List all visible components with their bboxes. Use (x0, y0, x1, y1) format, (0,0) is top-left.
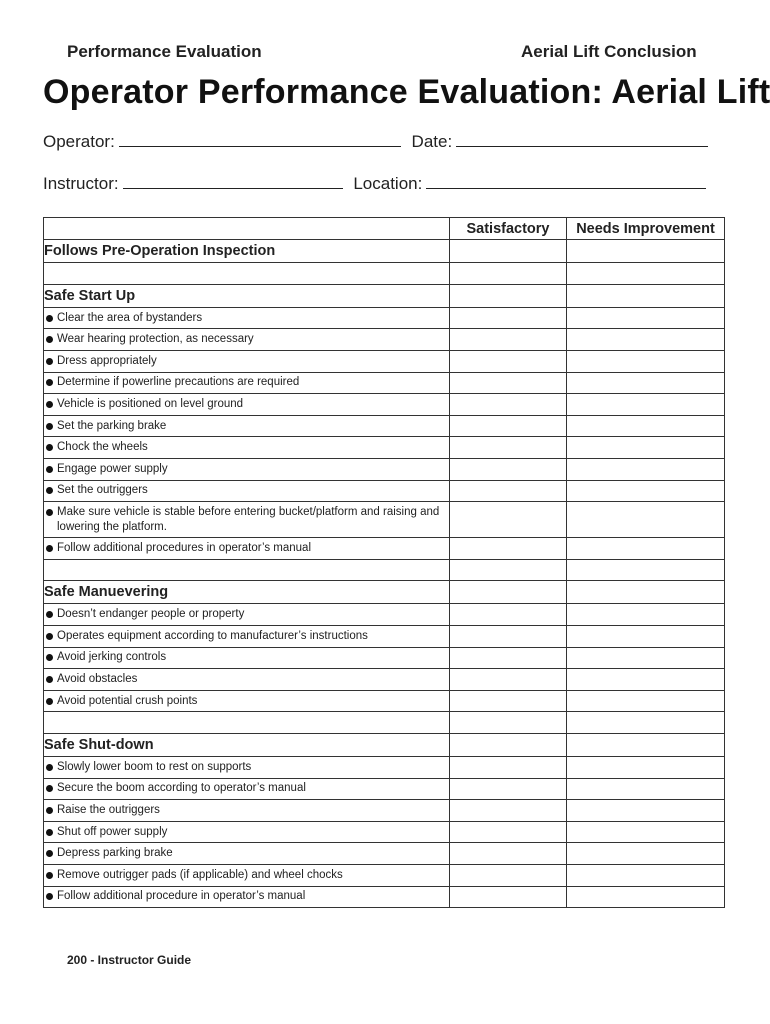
item-cell (44, 756, 450, 778)
table-row (44, 864, 725, 886)
table-row (44, 886, 725, 908)
location-field[interactable] (426, 174, 706, 189)
satisfactory-check-cell[interactable] (450, 372, 567, 394)
item-text: Clear the area of bystanders (57, 311, 203, 324)
operator-field[interactable] (119, 132, 401, 147)
bullet-icon (46, 444, 53, 451)
item-text: Doesn’t endanger people or property (57, 608, 245, 621)
bullet-icon (46, 698, 53, 705)
satisfactory-check-cell[interactable] (450, 778, 567, 800)
item-cell (44, 502, 450, 538)
needs-improvement-check-cell[interactable] (567, 821, 725, 843)
col-needs-improvement: Needs Improvement (567, 218, 725, 240)
satisfactory-check-cell[interactable] (450, 307, 567, 329)
needs-improvement-check-cell[interactable] (567, 604, 725, 626)
instructor-location-line (43, 174, 712, 194)
table-row (44, 459, 725, 481)
item-text: Chock the wheels (57, 441, 148, 454)
item-text: Raise the outriggers (57, 803, 160, 816)
needs-improvement-check-cell[interactable] (567, 886, 725, 908)
needs-improvement-check-cell[interactable] (567, 394, 725, 416)
item-text: Wear hearing protection, as necessary (57, 333, 254, 346)
bullet-icon (46, 358, 53, 365)
bullet-icon (46, 487, 53, 494)
instructor-field[interactable] (123, 174, 343, 189)
needs-improvement-check-cell[interactable] (567, 329, 725, 351)
item-text: Make sure vehicle is stable before entering bucket/platform and raising and lowering the platform. (57, 505, 440, 533)
item-cell (44, 886, 450, 908)
item-text: Follow additional procedures in operator’s manual (57, 542, 311, 555)
table-row (44, 538, 725, 560)
satisfactory-check-cell[interactable] (450, 284, 567, 307)
needs-improvement-check-cell[interactable] (567, 307, 725, 329)
satisfactory-check-cell[interactable] (450, 821, 567, 843)
bullet-icon (46, 611, 53, 618)
satisfactory-check-cell[interactable] (450, 669, 567, 691)
needs-improvement-check-cell[interactable] (567, 415, 725, 437)
item-cell (44, 307, 450, 329)
empty-cell (44, 559, 450, 581)
bullet-icon (46, 807, 53, 814)
table-row (44, 437, 725, 459)
table-row (44, 604, 725, 626)
item-cell (44, 415, 450, 437)
evaluation-table (43, 217, 725, 908)
table-row (44, 502, 725, 538)
item-text: Avoid potential crush points (57, 694, 198, 707)
needs-improvement-check-cell[interactable] (567, 240, 725, 263)
item-text: Slowly lower boom to rest on supports (57, 760, 252, 773)
table-row (44, 821, 725, 843)
table-row (44, 626, 725, 648)
satisfactory-check-cell[interactable] (450, 480, 567, 502)
item-text: Avoid obstacles (57, 673, 138, 685)
bullet-icon (46, 893, 53, 900)
satisfactory-check-cell[interactable] (450, 240, 567, 263)
header-right: Aerial Lift Conclusion (521, 42, 697, 61)
col-satisfactory: Satisfactory (450, 218, 567, 240)
spacer-row (44, 712, 725, 734)
satisfactory-check-cell[interactable] (450, 263, 567, 285)
satisfactory-check-cell[interactable] (450, 538, 567, 560)
section-row (44, 240, 725, 263)
item-text: Shut off power supply (57, 825, 168, 838)
section-title: Safe Start Up (44, 284, 450, 307)
item-cell (44, 843, 450, 865)
needs-improvement-check-cell[interactable] (567, 843, 725, 865)
table-row (44, 800, 725, 822)
table-row (44, 415, 725, 437)
needs-improvement-check-cell[interactable] (567, 647, 725, 669)
satisfactory-check-cell[interactable] (450, 604, 567, 626)
needs-improvement-check-cell[interactable] (567, 690, 725, 712)
satisfactory-check-cell[interactable] (450, 712, 567, 734)
table-row (44, 756, 725, 778)
page-footer: 200 - Instructor Guide (67, 953, 192, 967)
needs-improvement-check-cell[interactable] (567, 756, 725, 778)
item-text: Avoid jerking controls (57, 651, 167, 664)
satisfactory-check-cell[interactable] (450, 581, 567, 604)
satisfactory-check-cell[interactable] (450, 626, 567, 648)
location-label: Location: (353, 174, 423, 193)
item-text: Engage power supply (57, 462, 168, 475)
satisfactory-check-cell[interactable] (450, 329, 567, 351)
satisfactory-check-cell[interactable] (450, 647, 567, 669)
bullet-icon (46, 315, 53, 322)
empty-cell (44, 263, 450, 285)
item-cell (44, 394, 450, 416)
spacer-row (44, 559, 725, 581)
item-cell (44, 669, 450, 691)
table-row (44, 669, 725, 691)
satisfactory-check-cell[interactable] (450, 415, 567, 437)
bullet-icon (46, 785, 53, 792)
item-text: Determine if powerline precautions are required (57, 376, 300, 389)
operator-label: Operator: (43, 132, 115, 151)
item-cell (44, 690, 450, 712)
item-cell (44, 351, 450, 373)
item-cell (44, 538, 450, 560)
item-text: Follow additional procedure in operator’s manual (57, 890, 306, 903)
empty-cell (44, 712, 450, 734)
table-row (44, 329, 725, 351)
satisfactory-check-cell[interactable] (450, 437, 567, 459)
item-cell (44, 604, 450, 626)
bullet-icon (46, 379, 53, 386)
needs-improvement-check-cell[interactable] (567, 263, 725, 285)
item-cell (44, 800, 450, 822)
item-cell (44, 778, 450, 800)
bullet-icon (46, 850, 53, 857)
item-text: Set the outriggers (57, 484, 148, 497)
bullet-icon (46, 872, 53, 879)
item-cell (44, 459, 450, 481)
bullet-icon (46, 764, 53, 771)
needs-improvement-check-cell[interactable] (567, 626, 725, 648)
needs-improvement-check-cell[interactable] (567, 284, 725, 307)
needs-improvement-check-cell[interactable] (567, 581, 725, 604)
bullet-icon (46, 466, 53, 473)
table-row (44, 843, 725, 865)
table-row (44, 690, 725, 712)
table-row (44, 647, 725, 669)
operator-date-line (43, 132, 714, 152)
item-cell (44, 329, 450, 351)
item-cell (44, 437, 450, 459)
bullet-icon (46, 336, 53, 343)
satisfactory-check-cell[interactable] (450, 459, 567, 481)
bullet-icon (46, 654, 53, 661)
item-text: Dress appropriately (57, 354, 157, 367)
needs-improvement-check-cell[interactable] (567, 864, 725, 886)
needs-improvement-check-cell[interactable] (567, 480, 725, 502)
bullet-icon (46, 545, 53, 552)
satisfactory-check-cell[interactable] (450, 756, 567, 778)
table-row (44, 307, 725, 329)
needs-improvement-check-cell[interactable] (567, 437, 725, 459)
satisfactory-check-cell[interactable] (450, 843, 567, 865)
item-text: Secure the boom according to operator’s manual (57, 782, 306, 795)
satisfactory-check-cell[interactable] (450, 690, 567, 712)
needs-improvement-check-cell[interactable] (567, 778, 725, 800)
item-cell (44, 864, 450, 886)
section-title: Follows Pre-Operation Inspection (44, 240, 450, 263)
section-title: Safe Manuevering (44, 581, 450, 604)
section-row (44, 284, 725, 307)
item-text: Vehicle is positioned on level ground (57, 398, 244, 411)
date-label: Date: (411, 132, 453, 151)
page-title: Operator Performance Evaluation: Aerial Lift (43, 73, 770, 111)
needs-improvement-check-cell[interactable] (567, 733, 725, 756)
satisfactory-check-cell[interactable] (450, 886, 567, 908)
needs-improvement-check-cell[interactable] (567, 712, 725, 734)
item-cell (44, 480, 450, 502)
item-text: Depress parking brake (57, 847, 173, 860)
date-field[interactable] (456, 132, 708, 147)
spacer-row (44, 263, 725, 285)
needs-improvement-check-cell[interactable] (567, 351, 725, 373)
table-row (44, 351, 725, 373)
table-header-row (44, 218, 725, 240)
instructor-label: Instructor: (43, 174, 119, 193)
needs-improvement-check-cell[interactable] (567, 502, 725, 538)
table-row (44, 480, 725, 502)
item-cell (44, 821, 450, 843)
header-blank-cell (44, 218, 450, 240)
section-title: Safe Shut-down (44, 733, 450, 756)
bullet-icon (46, 676, 53, 683)
section-row (44, 581, 725, 604)
bullet-icon (46, 401, 53, 408)
item-cell (44, 647, 450, 669)
needs-improvement-check-cell[interactable] (567, 559, 725, 581)
needs-improvement-check-cell[interactable] (567, 800, 725, 822)
needs-improvement-check-cell[interactable] (567, 669, 725, 691)
bullet-icon (46, 509, 53, 516)
table-row (44, 778, 725, 800)
satisfactory-check-cell[interactable] (450, 733, 567, 756)
satisfactory-check-cell[interactable] (450, 559, 567, 581)
section-row (44, 733, 725, 756)
needs-improvement-check-cell[interactable] (567, 459, 725, 481)
table-row (44, 372, 725, 394)
bullet-icon (46, 633, 53, 640)
header-left: Performance Evaluation (67, 42, 262, 61)
item-text: Operates equipment according to manufacturer’s instructions (57, 629, 368, 642)
satisfactory-check-cell[interactable] (450, 351, 567, 373)
item-cell (44, 372, 450, 394)
item-text: Remove outrigger pads (if applicable) and wheel chocks (57, 868, 343, 881)
item-text: Set the parking brake (57, 419, 167, 432)
satisfactory-check-cell[interactable] (450, 502, 567, 538)
bullet-icon (46, 423, 53, 430)
needs-improvement-check-cell[interactable] (567, 372, 725, 394)
satisfactory-check-cell[interactable] (450, 394, 567, 416)
item-cell (44, 626, 450, 648)
needs-improvement-check-cell[interactable] (567, 538, 725, 560)
satisfactory-check-cell[interactable] (450, 864, 567, 886)
table-row (44, 394, 725, 416)
satisfactory-check-cell[interactable] (450, 800, 567, 822)
bullet-icon (46, 829, 53, 836)
